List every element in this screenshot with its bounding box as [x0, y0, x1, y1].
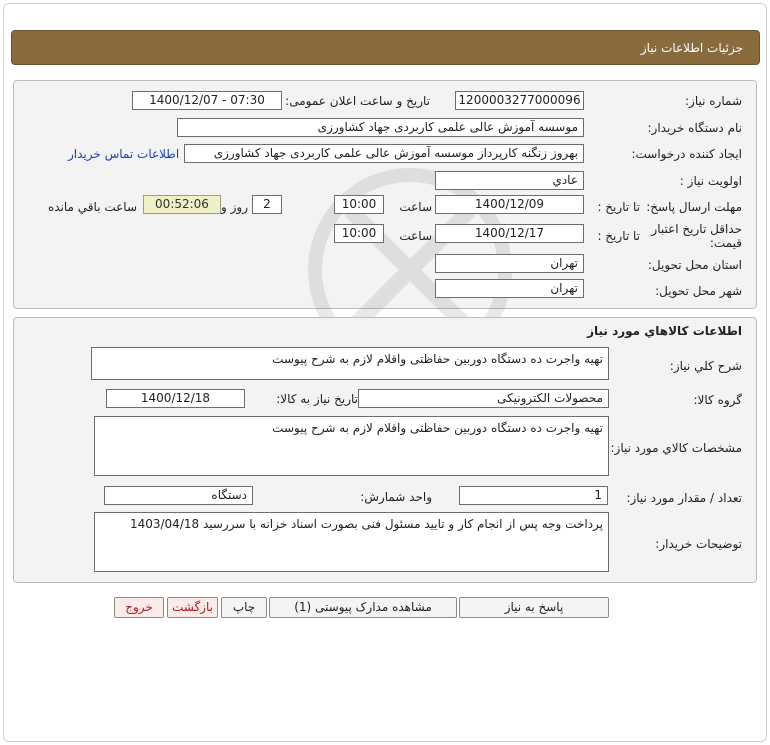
- reply-deadline-label: مهلت ارسال پاسخ:: [646, 200, 742, 214]
- specs-field: تهیه واجرت ده دستگاه دوربین حفاظتی واقلام لازم به شرح پیوست: [94, 416, 609, 476]
- reply-time-field: 10:00: [334, 195, 384, 214]
- need-number-field: 1200003277000096: [455, 91, 584, 110]
- buyer-org-label: نام دستگاه خریدار:: [647, 121, 742, 135]
- specs-label: مشخصات کالاي مورد نياز:: [610, 441, 742, 455]
- creator-field: بهروز زنگنه کارپرداز موسسه آموزش عالی علمی کاربردی جهاد کشاورزی: [184, 144, 584, 163]
- reply-time-label: ساعت: [399, 200, 432, 214]
- need-date-label: تاریخ نیاز به کالا:: [276, 392, 358, 406]
- price-validity-label-2: قیمت:: [709, 236, 742, 250]
- announce-label: تاریخ و ساعت اعلان عمومی:: [285, 94, 430, 108]
- need-number-label: شماره نیاز:: [685, 94, 742, 108]
- page-title: جزئیات اطلاعات نیاز: [640, 41, 743, 55]
- quantity-field: 1: [459, 486, 608, 505]
- page-header: [11, 30, 760, 65]
- goods-group-label: گروه کالا:: [693, 393, 742, 407]
- validity-time-field: 10:00: [334, 224, 384, 243]
- goods-section-title: اطلاعات کالاهاي مورد نياز: [587, 324, 742, 338]
- reply-to-date-label: تا تاریخ :: [597, 200, 640, 214]
- reply-date-field: 1400/12/09: [435, 195, 584, 214]
- general-desc-field: تهیه واجرت ده دستگاه دوربین حفاظتی واقلام لازم به شرح پیوست: [91, 347, 609, 380]
- priority-label: اولویت نیاز :: [679, 174, 742, 188]
- validity-date-field: 1400/12/17: [435, 224, 584, 243]
- remaining-label: ساعت باقي مانده: [47, 200, 137, 214]
- province-label: استان محل تحویل:: [647, 258, 742, 272]
- need-info-panel: [13, 80, 757, 309]
- buyer-org-field: موسسه آموزش عالی علمی کاربردی جهاد کشاورزی: [177, 118, 584, 137]
- quantity-label: تعداد / مقدار مورد نیاز:: [626, 491, 742, 505]
- buyer-notes-field: پرداخت وجه پس از انجام کار و تایید مسئول فنی بصورت اسناد خزانه با سررسید 1403/04/18: [94, 512, 609, 572]
- buyer-contact-link[interactable]: اطلاعات تماس خریدار: [68, 147, 180, 161]
- unit-field: دستگاه: [104, 486, 253, 505]
- buyer-notes-label: توضیحات خریدار:: [655, 537, 742, 551]
- print-button[interactable]: چاپ: [221, 597, 267, 618]
- goods-group-field: محصولات الکترونیکی: [358, 389, 609, 408]
- price-validity-label: حداقل تاریخ اعتبار: [651, 222, 742, 236]
- validity-time-label: ساعت: [399, 229, 432, 243]
- validity-to-date-label: تا تاریخ :: [597, 229, 640, 243]
- creator-label: ایجاد کننده درخواست:: [631, 147, 742, 161]
- exit-button[interactable]: خروج: [114, 597, 164, 618]
- view-documents-button[interactable]: مشاهده مدارک پیوستی (1): [269, 597, 457, 618]
- general-desc-label: شرح کلي نياز:: [669, 359, 742, 373]
- days-remaining-field: 2: [252, 195, 282, 214]
- province-field: تهران: [435, 254, 584, 273]
- unit-label: واحد شمارش:: [360, 490, 432, 504]
- days-label: روز و: [221, 200, 248, 214]
- back-button[interactable]: بازگشت: [167, 597, 218, 618]
- city-field: تهران: [435, 279, 584, 298]
- priority-field: عادي: [435, 171, 584, 190]
- reply-button[interactable]: پاسخ به نیاز: [459, 597, 609, 618]
- city-label: شهر محل تحویل:: [655, 284, 742, 298]
- need-date-field: 1400/12/18: [106, 389, 245, 408]
- remaining-time-field: 00:52:06: [143, 195, 221, 214]
- announce-date-field: 1400/12/07 - 07:30: [132, 91, 282, 110]
